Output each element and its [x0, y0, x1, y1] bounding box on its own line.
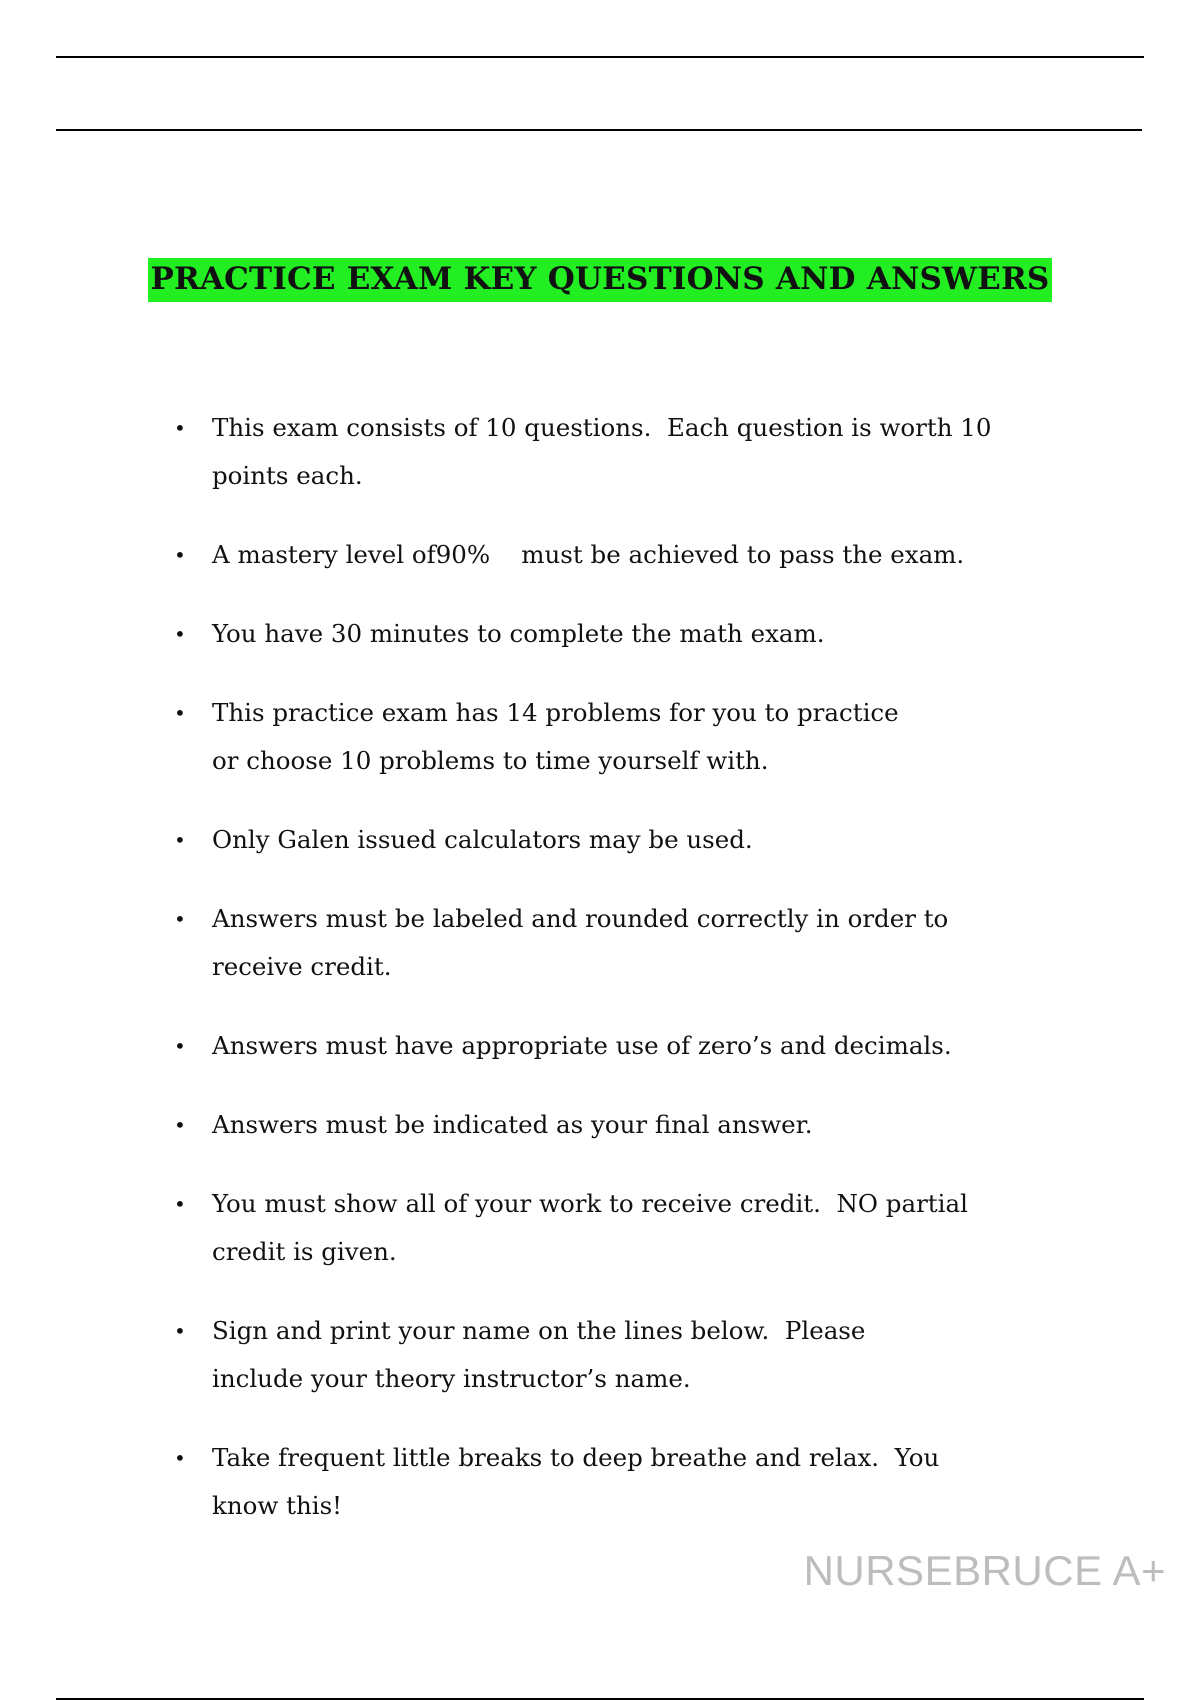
- instruction-text-line: Answers must be labeled and rounded correctly in order to: [212, 904, 949, 933]
- instruction-text-line: Sign and print your name on the lines below. Please: [212, 1316, 866, 1345]
- header-rule-bottom: [56, 129, 1142, 131]
- bullet-icon: •: [174, 1034, 186, 1058]
- instruction-item: [174, 1434, 1074, 1530]
- title-container: [0, 258, 1200, 302]
- bullet-icon: •: [174, 1319, 186, 1343]
- instruction-text-line: This practice exam has 14 problems for you to practice: [212, 698, 899, 727]
- document-title: PRACTICE EXAM KEY QUESTIONS AND ANSWERS: [148, 258, 1051, 302]
- bullet-icon: •: [174, 416, 186, 440]
- instruction-text-line: know this!: [212, 1491, 343, 1520]
- instruction-item: [174, 404, 1074, 500]
- instruction-text-line: Only Galen issued calculators may be used.: [212, 825, 753, 854]
- bullet-icon: •: [174, 543, 186, 567]
- instruction-text-line: You must show all of your work to receive credit. NO partial: [212, 1189, 968, 1218]
- instruction-text-line: receive credit.: [212, 952, 392, 981]
- instruction-item: [174, 895, 1074, 991]
- bullet-icon: •: [174, 1446, 186, 1470]
- header-rule-top: [56, 56, 1144, 58]
- instruction-text-line: A mastery level of90% must be achieved to pass the exam.: [212, 540, 965, 569]
- instruction-text-line: include your theory instructor’s name.: [212, 1364, 691, 1393]
- bullet-icon: •: [174, 701, 186, 725]
- instruction-item: [174, 610, 1074, 658]
- watermark: NURSEBRUCE A+: [803, 1547, 1166, 1594]
- instruction-text-line: You have 30 minutes to complete the math exam.: [212, 619, 825, 648]
- instruction-item: [174, 1307, 1074, 1403]
- bullet-icon: •: [174, 1192, 186, 1216]
- bullet-icon: •: [174, 1113, 186, 1137]
- instruction-item: [174, 1101, 1074, 1149]
- instruction-text-line: This exam consists of 10 questions. Each question is worth 10: [212, 413, 992, 442]
- instruction-item: [174, 689, 1074, 785]
- bullet-icon: •: [174, 622, 186, 646]
- instruction-item: [174, 1180, 1074, 1276]
- instructions-list: [174, 404, 1074, 1561]
- instruction-text-line: credit is given.: [212, 1237, 397, 1266]
- instruction-text-line: Take frequent little breaks to deep breathe and relax. You: [212, 1443, 940, 1472]
- instruction-item: [174, 1022, 1074, 1070]
- bullet-icon: •: [174, 907, 186, 931]
- instruction-text-line: Answers must have appropriate use of zero’s and decimals.: [212, 1031, 952, 1060]
- instruction-item: [174, 816, 1074, 864]
- bullet-icon: •: [174, 828, 186, 852]
- instruction-item: [174, 531, 1074, 579]
- instruction-text-line: or choose 10 problems to time yourself with.: [212, 746, 769, 775]
- instruction-text-line: Answers must be indicated as your final answer.: [212, 1110, 813, 1139]
- instruction-text-line: points each.: [212, 461, 363, 490]
